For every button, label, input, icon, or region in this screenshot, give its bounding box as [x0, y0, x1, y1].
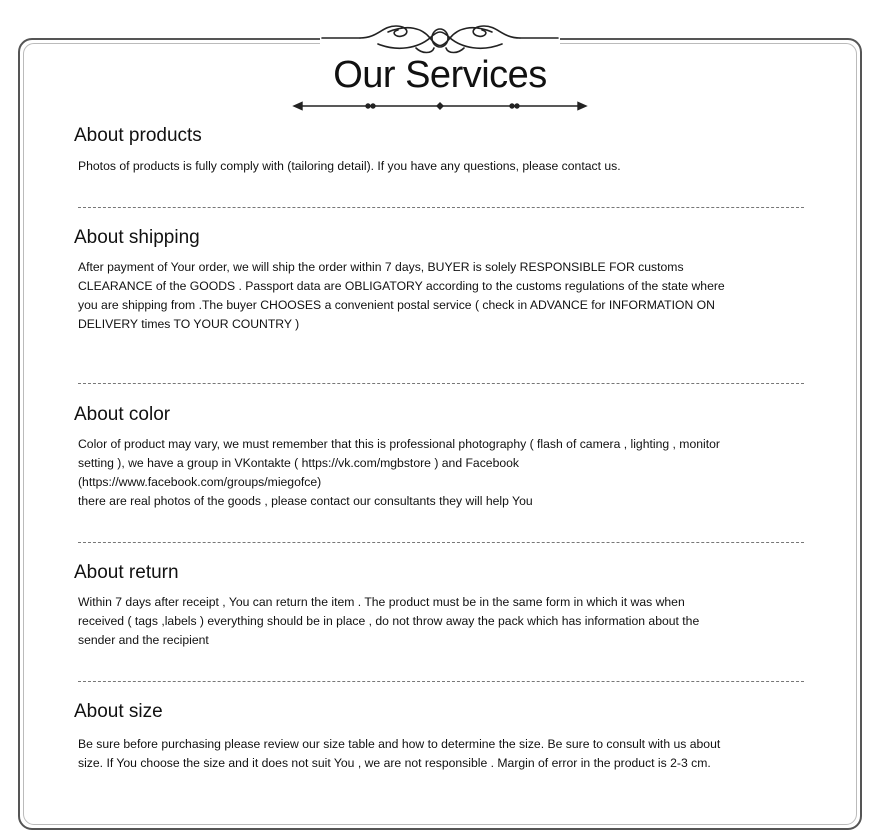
section-about-color [74, 403, 810, 511]
section-heading: About return [74, 562, 179, 583]
arrow-ornament-icon [292, 98, 588, 114]
section-divider [78, 542, 804, 543]
section-about-products [74, 124, 810, 176]
section-heading: About shipping [74, 227, 200, 248]
section-body: Within 7 days after receipt , You can return the item . The product must be in the same form in which it was when received ( tags ,labels ) everything should be in place , do not throw away the pack which has information about the sender and the recipient [78, 595, 700, 647]
section-body: Photos of products is fully comply with (tailoring detail). If you have any questions, please contact us. [78, 159, 621, 173]
section-about-size [74, 700, 810, 773]
section-divider [78, 383, 804, 384]
section-body: Be sure before purchasing please review our size table and how to determine the size. Be sure to consult with us about size. If You choose the size and it does not suit You , we are not responsible . Margin of error in the product is 2-3 cm. [78, 737, 721, 770]
section-divider [78, 207, 804, 208]
page-title: Our Services [333, 54, 547, 96]
section-heading: About color [74, 404, 171, 425]
section-body: Color of product may vary, we must remember that this is professional photography ( flash of camera , lighting , monitor setting ), we have a group in VKontakte ( https://vk.com/mgbstore ) and Facebook (https://www.facebook.com/groups/miegofce) there are real photos of the goods , please contact our consultants they will help You [78, 437, 720, 508]
section-heading: About products [74, 125, 202, 146]
section-heading: About size [74, 701, 163, 722]
section-about-shipping [74, 226, 810, 334]
section-about-return [74, 561, 810, 650]
section-divider [78, 681, 804, 682]
section-body: After payment of Your order, we will ship the order within 7 days, BUYER is solely RESPONSIBLE FOR customs CLEARANCE of the GOODS . Passport data are OBLIGATORY according to the customs regulations of the state where you are shipping from .The buyer CHOOSES a convenient postal service ( check in ADVANCE for INFORMATION ON DELIVERY times TO YOUR COUNTRY ) [78, 260, 725, 331]
